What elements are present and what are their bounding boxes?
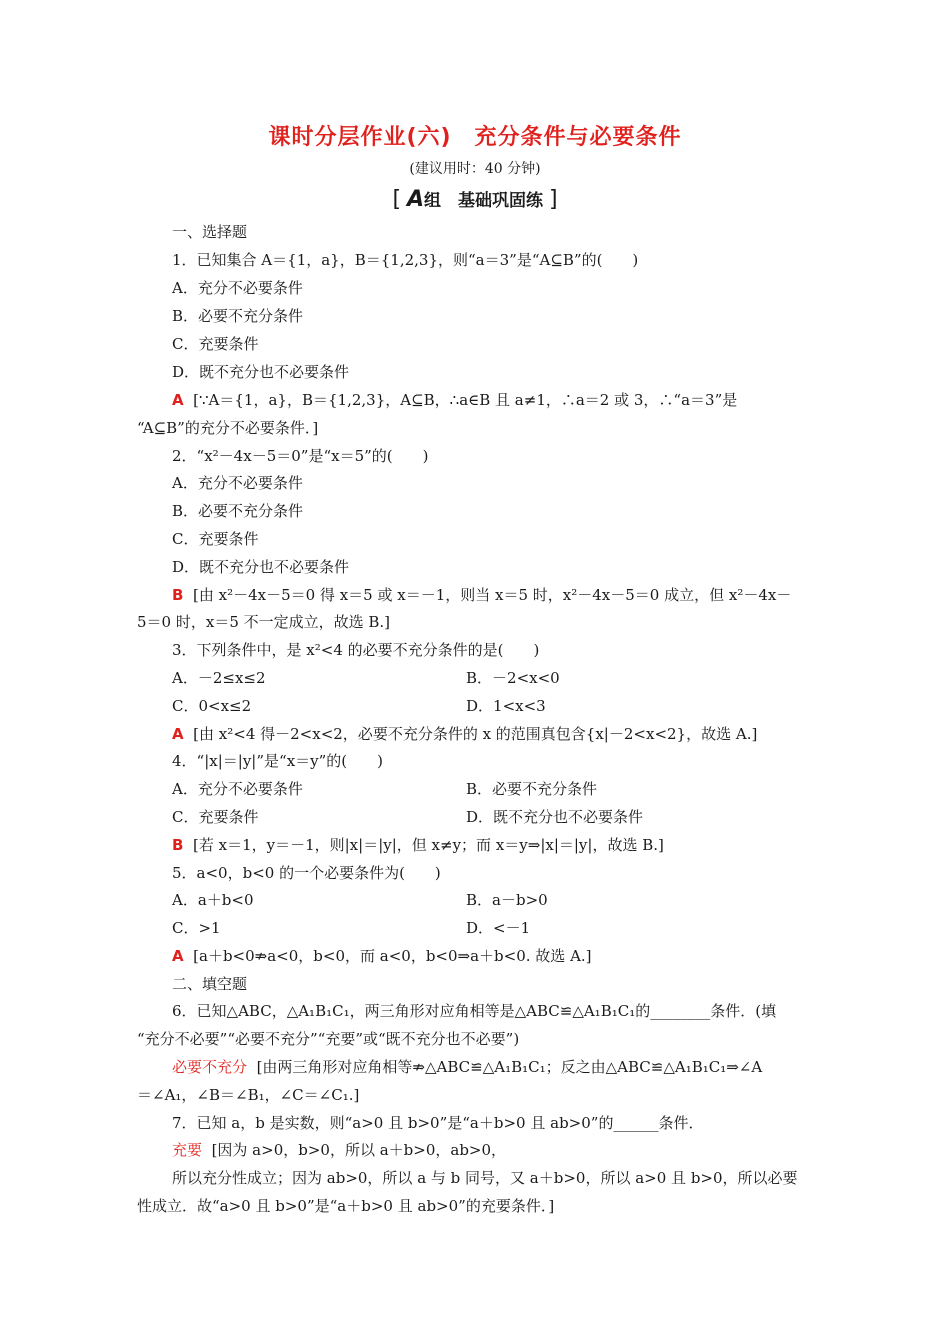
q7-explanation-2: 所以充分性成立；因为 ab>0，所以 a 与 b 同号，又 a＋b>0，所以 a>0 且 b>0，所以必要: [172, 1169, 798, 1187]
q5-option-a: A．a＋b<0: [172, 891, 254, 909]
q2-answer-line: [172, 585, 791, 605]
q4-answer: B: [172, 836, 184, 854]
q7-explanation-1: [因为 a>0，b>0，所以 a＋b>0，ab>0，: [211, 1141, 507, 1159]
q5-stem: 5．a<0，b<0 的一个必要条件为( ): [172, 864, 441, 882]
q3-answer: A: [172, 725, 184, 743]
q4-option-b: B．必要不充分条件: [466, 780, 598, 798]
q2-option-d: D．既不充分也不必要条件: [172, 558, 350, 576]
q2-option-b: B．必要不充分条件: [172, 502, 304, 520]
q4-stem: 4．“|x|＝|y|”是“x＝y”的( ): [172, 752, 384, 770]
q5-option-b: B．a－b>0: [466, 891, 548, 909]
q1-explanation-1: [∵A＝{1，a}，B＝{1,2,3}，A⊆B，∴a∈B 且 a≠1，∴a＝2 或 3，∴“a＝3”是: [193, 391, 738, 409]
q6-stem-1: 6．已知△ABC，△A₁B₁C₁，两三角形对应角相等是△ABC≌△A₁B₁C₁的________条件．(填: [172, 1002, 777, 1020]
q5-explanation-1: [a＋b<0⇏a<0，b<0，而 a<0，b<0⇒a＋b<0. 故选 A.]: [193, 947, 592, 965]
q1-option-b: B．必要不充分条件: [172, 307, 304, 325]
q3-explanation-1: [由 x²<4 得－2<x<2，必要不充分条件的 x 的范围真包含{x|－2<x<2}，故选 A.]: [193, 725, 758, 743]
group-heading: [0, 186, 950, 212]
page-title: 课时分层作业(六) 充分条件与必要条件: [268, 125, 682, 150]
q6-answer: 必要不充分: [172, 1058, 248, 1076]
q2-stem: 2．“x²－4x－5＝0”是“x＝5”的( ): [172, 447, 429, 465]
q1-answer: A: [172, 391, 184, 409]
q4-explanation-1: [若 x＝1，y＝－1，则|x|＝|y|，但 x≠y；而 x＝y⇒|x|＝|y|，故选 B.]: [192, 836, 664, 854]
q6-explanation-1: [由两三角形对应角相等⇏△ABC≌△A₁B₁C₁；反之由△ABC≌△A₁B₁C₁⇒∠A: [256, 1058, 763, 1076]
q4-option-c: C．充要条件: [172, 808, 259, 826]
q2-option-c: C．充要条件: [172, 530, 259, 548]
q1-option-d: D．既不充分也不必要条件: [172, 363, 350, 381]
group-name: 组 基础巩固练: [424, 191, 544, 211]
q2-explanation-2: 5＝0 时，x＝5 不一定成立，故选 B.]: [137, 613, 391, 631]
section-fill: 二、填空题: [172, 975, 248, 993]
q2-explanation-1: [由 x²－4x－5＝0 得 x＝5 或 x＝－1，则当 x＝5 时，x²－4x－5＝0 成立，但 x²－4x－: [192, 586, 792, 604]
q7-answer: 充要: [172, 1141, 203, 1159]
bracket-left: [: [392, 187, 402, 212]
q7-explanation-3: 性成立．故“a>0 且 b>0”是“a＋b>0 且 ab>0”的充要条件．]: [137, 1197, 555, 1215]
q2-option-a: A．充分不必要条件: [172, 474, 303, 492]
q3-option-c: C．0<x≤2: [172, 697, 252, 715]
q3-option-b: B．－2<x<0: [466, 669, 560, 687]
q3-answer-line: [172, 724, 757, 744]
q1-explanation-2: “A⊆B”的充分不必要条件．]: [137, 419, 319, 437]
q6-stem-2: “充分不必要”“必要不充分”“充要”或“既不充分也不必要”): [137, 1030, 520, 1048]
q1-option-a: A．充分不必要条件: [172, 279, 303, 297]
q5-answer: A: [172, 947, 184, 965]
q7-answer-line: [172, 1140, 506, 1160]
q4-option-d: D．既不充分也不必要条件: [466, 808, 644, 826]
bracket-right: ]: [548, 187, 558, 212]
suggested-time: (建议用时：40 分钟): [409, 161, 541, 177]
q4-answer-line: [172, 835, 664, 855]
q6-explanation-2: ＝∠A₁，∠B＝∠B₁，∠C＝∠C₁.]: [137, 1086, 360, 1104]
q3-option-d: D．1<x<3: [466, 697, 546, 715]
q2-answer: B: [172, 586, 184, 604]
q4-option-a: A．充分不必要条件: [172, 780, 303, 798]
group-letter: A: [406, 187, 425, 212]
q3-option-a: A．－2≤x≤2: [172, 669, 266, 687]
section-choice: 一、选择题: [172, 223, 248, 241]
q5-answer-line: [172, 946, 592, 966]
q1-option-c: C．充要条件: [172, 335, 259, 353]
q1-answer-line: [172, 390, 737, 410]
q5-option-d: D．<－1: [466, 919, 531, 937]
q3-stem: 3．下列条件中，是 x²<4 的必要不充分条件的是( ): [172, 641, 540, 659]
q5-option-c: C．>1: [172, 919, 221, 937]
q7-stem: 7．已知 a，b 是实数，则“a>0 且 b>0”是“a＋b>0 且 ab>0”的______条件．: [172, 1114, 704, 1132]
q1-stem: 1．已知集合 A＝{1，a}，B＝{1,2,3}，则“a＝3”是“A⊆B”的( ): [172, 251, 639, 269]
q6-answer-line: [172, 1057, 762, 1077]
